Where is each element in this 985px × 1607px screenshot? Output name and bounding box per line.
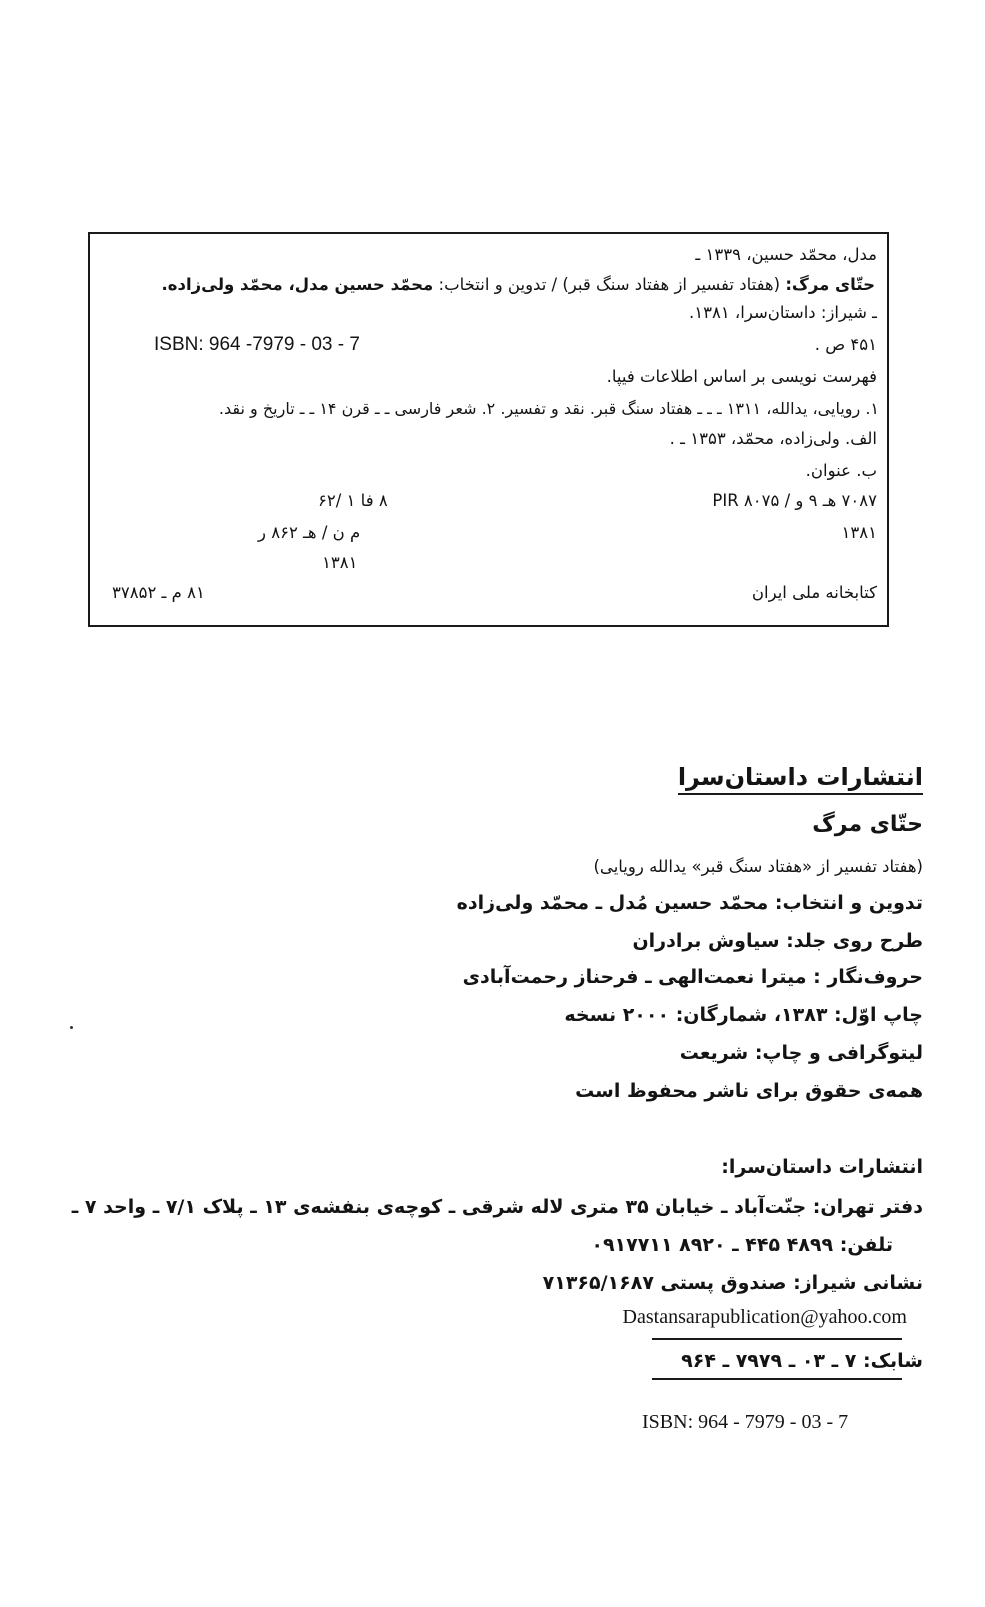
printing-line: لیتوگرافی و چاپ: شریعت	[679, 1042, 923, 1064]
bottom-isbn: ISBN: 964 - 7979 - 03 - 7	[642, 1411, 849, 1433]
cip-pages-line: ۴۵۱ ص .	[814, 335, 877, 354]
cip-subjects-line: ۱. رویایی، یدالله، ۱۳۱۱ ـ ـ ـ هفتاد سنگ قبر. نقد و تفسیر. ۲. شعر فارسی ـ ـ قرن ۱۴ ـ ـ تاریخ و نقد.	[218, 399, 879, 418]
cip-isbn: ISBN: 964 -7979 - 03 - 7	[154, 334, 360, 355]
rule-below-shabak	[652, 1378, 902, 1380]
cip-fipa-note: فهرست نویسی بر اساس اطلاعات فیپا.	[606, 367, 877, 386]
cip-authors: محمّد حسین مدل، محمّد ولی‌زاده.	[161, 275, 434, 294]
first-print-line: چاپ اوّل: ۱۳۸۳، شمارگان: ۲۰۰۰ نسخه	[564, 1004, 923, 1026]
address-heading: انتشارات داستان‌سرا:	[721, 1156, 923, 1178]
typesetting-line: حروف‌نگار : میترا نعمت‌الهی ـ فرحناز رحمت‌آبادی	[462, 966, 923, 988]
cip-library: کتابخانه ملی ایران	[751, 583, 877, 602]
book-title: حتّای مرگ	[812, 812, 923, 837]
publisher-email: Dastansarapublication@yahoo.com	[622, 1306, 907, 1328]
shabak-line: شابک: ۷ ـ ۰۳ ـ ۷۹۷۹ ـ ۹۶۴	[681, 1350, 923, 1372]
rights-line: همه‌ی حقوق برای ناشر محفوظ است	[575, 1080, 923, 1102]
cover-design-line: طرح روی جلد: سیاوش برادران	[632, 930, 923, 952]
cip-author-line: مدل، محمّد حسین، ۱۳۳۹ ـ	[695, 245, 877, 264]
cip-added-entry: الف. ولی‌زاده، محمّد، ۱۳۵۳ ـ .	[669, 429, 877, 448]
cip-imprint-line: ـ شیراز: داستان‌سرا، ۱۳۸۱.	[688, 303, 877, 322]
phone-line: تلفن: ۴۸۹۹ ۴۴۵ ـ ۸۹۲۰ ۰۹۱۷۷۱۱	[591, 1234, 893, 1256]
cip-title-entry: ب. عنوان.	[805, 461, 877, 480]
tehran-office-line: دفتر تهران: جنّت‌آباد ـ خیابان ۳۵ متری لاله شرقی ـ کوچه‌ی بنفشه‌ی ۱۳ ـ پلاک ۷/۱ ـ واحد ۷ ـ	[71, 1196, 923, 1218]
editors-line: تدوین و انتخاب: محمّد حسین مُدل ـ محمّد ولی‌زاده	[456, 892, 923, 914]
cip-title-rest: (هفتاد تفسیر از هفتاد سنگ قبر) / تدوین و انتخاب:	[433, 275, 786, 294]
rule-above-shabak	[652, 1338, 902, 1340]
cip-call-number: ۷۰۸۷ هـ ۹ و / ۸۰۷۵ PIR	[712, 491, 877, 510]
stray-dot	[70, 1026, 73, 1029]
cip-library-number: ۸۱ م ـ ۳۷۸۵۲	[112, 583, 205, 602]
cip-dewey: ۸ فا ۱ /۶۲	[318, 491, 388, 510]
book-subtitle: (هفتاد تفسیر از «هفتاد سنگ قبر» یدالله رویایی)	[593, 857, 923, 876]
cip-title: حتّای مرگ:	[785, 275, 875, 294]
publisher-name: انتشارات داستان‌سرا	[678, 763, 923, 795]
colophon	[63, 0, 923, 1607]
publisher-heading	[678, 762, 923, 794]
shiraz-address-line: نشانی شیراز: صندوق پستی ۷۱۳۶۵/۱۶۸۷	[542, 1272, 923, 1294]
cip-year-center: ۱۳۸۱	[322, 553, 358, 572]
cip-year-right: ۱۳۸۱	[841, 523, 877, 542]
cip-dewey-2: م ن / هـ ۸۶۲ ر	[258, 523, 361, 542]
